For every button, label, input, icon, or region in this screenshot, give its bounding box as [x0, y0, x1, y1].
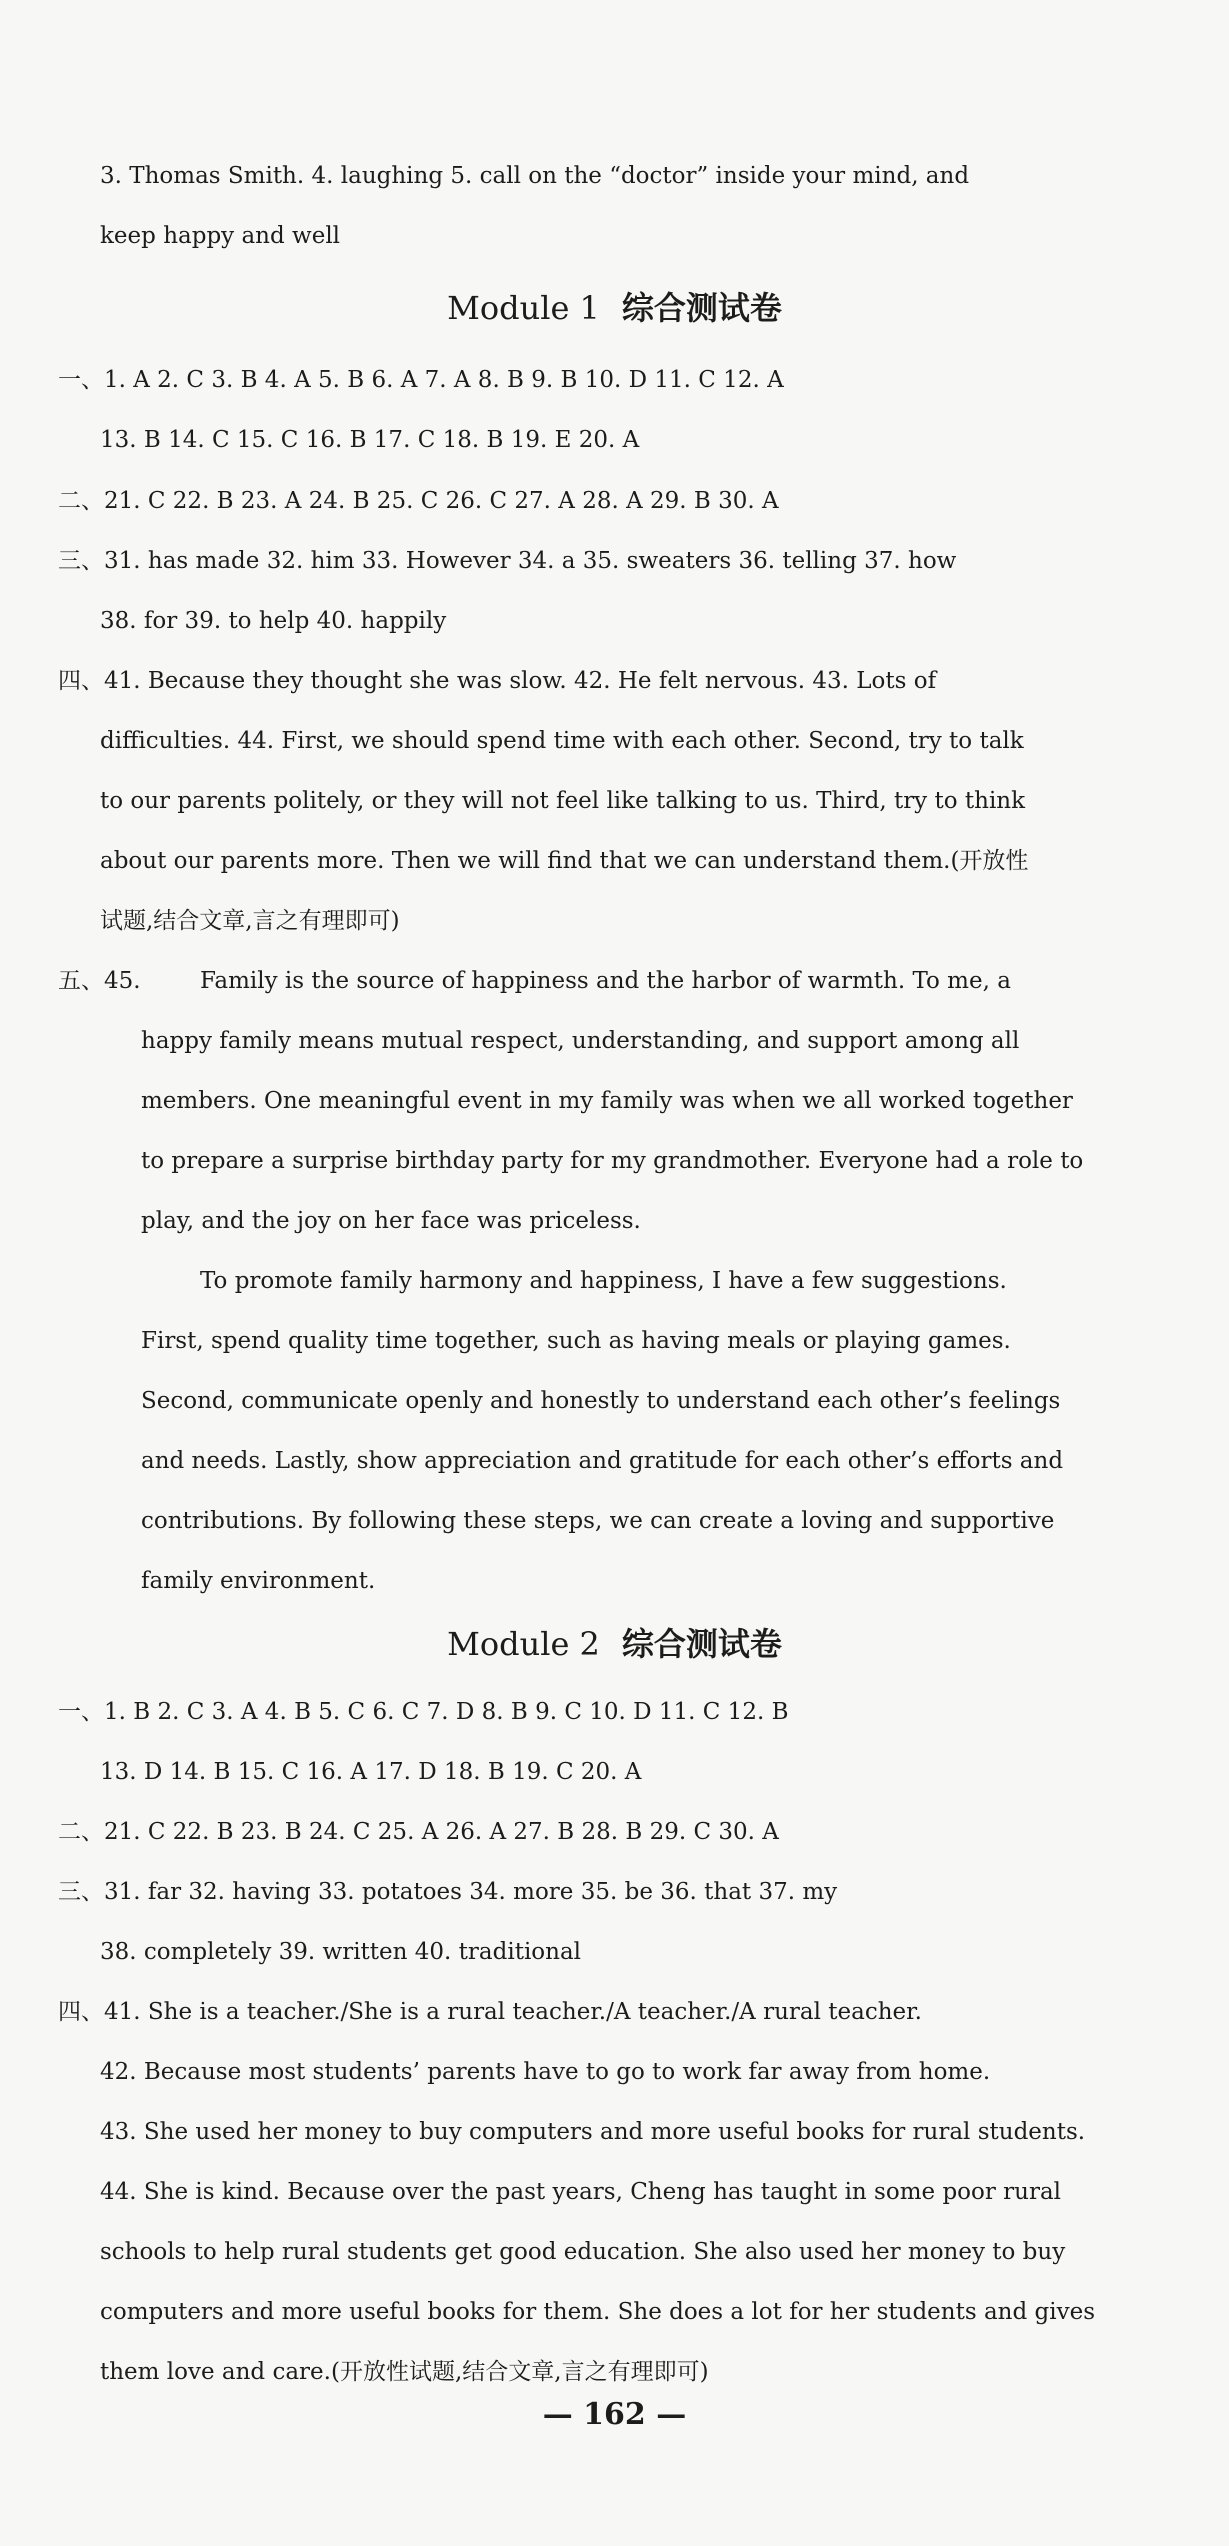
section-4-row: 44. She is kind. Because over the past years, Cheng has taught in some poor rural [100, 2179, 1062, 2205]
essay-line: Family is the source of happiness and the harbor of warmth. To me, a [200, 968, 1011, 994]
answer-line: keep happy and well [100, 223, 341, 249]
section-4-row: 四、41. She is a teacher./She is a rural teacher./A teacher./A rural teacher. [58, 1999, 922, 2025]
page-number: — 162 — [542, 2397, 687, 2432]
essay-line: to prepare a surprise birthday party for my grandmother. Everyone had a role to [141, 1148, 1084, 1174]
section-label: 二、 [58, 1819, 104, 1845]
essay-line: contributions. By following these steps, we can create a loving and supportive [141, 1508, 1055, 1534]
section-4-row: computers and more useful books for them. She does a lot for her students and gives [100, 2299, 1095, 2325]
section-1-row: 13. B 14. C 15. C 16. B 17. C 18. B 19. E 20. A [100, 427, 640, 453]
essay-line: and needs. Lastly, show appreciation and gratitude for each other’s efforts and [141, 1448, 1064, 1474]
section-4-row: 42. Because most students’ parents have to go to work far away from home. [100, 2059, 991, 2085]
answer-line: 3. Thomas Smith. 4. laughing 5. call on the “doctor” inside your mind, and [100, 163, 970, 189]
section-4-row: them love and care.(开放性试题,结合文章,言之有理即可) [100, 2359, 709, 2385]
section-label: 一、 [58, 367, 104, 393]
module-2-title: Module 2 综合测试卷 [447, 1625, 782, 1663]
essay-line: Second, communicate openly and honestly to understand each other’s feelings [141, 1388, 1061, 1414]
section-3-row: 38. completely 39. written 40. traditional [100, 1939, 582, 1965]
section-4-row: 四、41. Because they thought she was slow. 42. He felt nervous. 43. Lots of [58, 668, 937, 694]
section-2-row: 二、21. C 22. B 23. A 24. B 25. C 26. C 27. A 28. A 29. B 30. A [58, 488, 779, 514]
essay-line: members. One meaningful event in my family was when we all worked together [141, 1088, 1073, 1114]
section-label: 二、 [58, 488, 104, 514]
essay-line: To promote family harmony and happiness, I have a few suggestions. [200, 1268, 1007, 1294]
section-label: 四、 [58, 668, 104, 694]
section-4-row: 43. She used her money to buy computers and more useful books for rural students. [100, 2119, 1086, 2145]
section-label: 三、 [58, 548, 104, 574]
section-3-row: 38. for 39. to help 40. happily [100, 608, 447, 634]
section-4-row: 试题,结合文章,言之有理即可) [100, 908, 400, 934]
section-1-row: 13. D 14. B 15. C 16. A 17. D 18. B 19. C 20. A [100, 1759, 642, 1785]
module-1-title: Module 1 综合测试卷 [447, 289, 782, 327]
section-1-row: 一、1. A 2. C 3. B 4. A 5. B 6. A 7. A 8. B 9. B 10. D 11. C 12. A [58, 367, 784, 393]
essay-line: First, spend quality time together, such as having meals or playing games. [141, 1328, 1011, 1354]
section-5-label: 五、45. [58, 968, 141, 994]
section-3-row: 三、31. has made 32. him 33. However 34. a 35. sweaters 36. telling 37. how [58, 548, 957, 574]
section-1-row: 一、1. B 2. C 3. A 4. B 5. C 6. C 7. D 8. B 9. C 10. D 11. C 12. B [58, 1699, 789, 1725]
section-2-row: 二、21. C 22. B 23. B 24. C 25. A 26. A 27. B 28. B 29. C 30. A [58, 1819, 779, 1845]
section-4-row: about our parents more. Then we will find that we can understand them.(开放性 [100, 848, 1029, 874]
section-4-row: schools to help rural students get good education. She also used her money to buy [100, 2239, 1066, 2265]
section-3-row: 三、31. far 32. having 33. potatoes 34. more 35. be 36. that 37. my [58, 1879, 838, 1905]
essay-line: happy family means mutual respect, understanding, and support among all [141, 1028, 1020, 1054]
section-label: 三、 [58, 1879, 104, 1905]
section-4-row: to our parents politely, or they will not feel like talking to us. Third, try to think [100, 788, 1026, 814]
section-label: 一、 [58, 1699, 104, 1725]
section-label: 四、 [58, 1999, 104, 2025]
section-4-row: difficulties. 44. First, we should spend time with each other. Second, try to talk [100, 728, 1024, 754]
essay-line: family environment. [141, 1568, 376, 1594]
essay-line: play, and the joy on her face was priceless. [141, 1208, 641, 1234]
section-label: 五、 [58, 968, 104, 994]
